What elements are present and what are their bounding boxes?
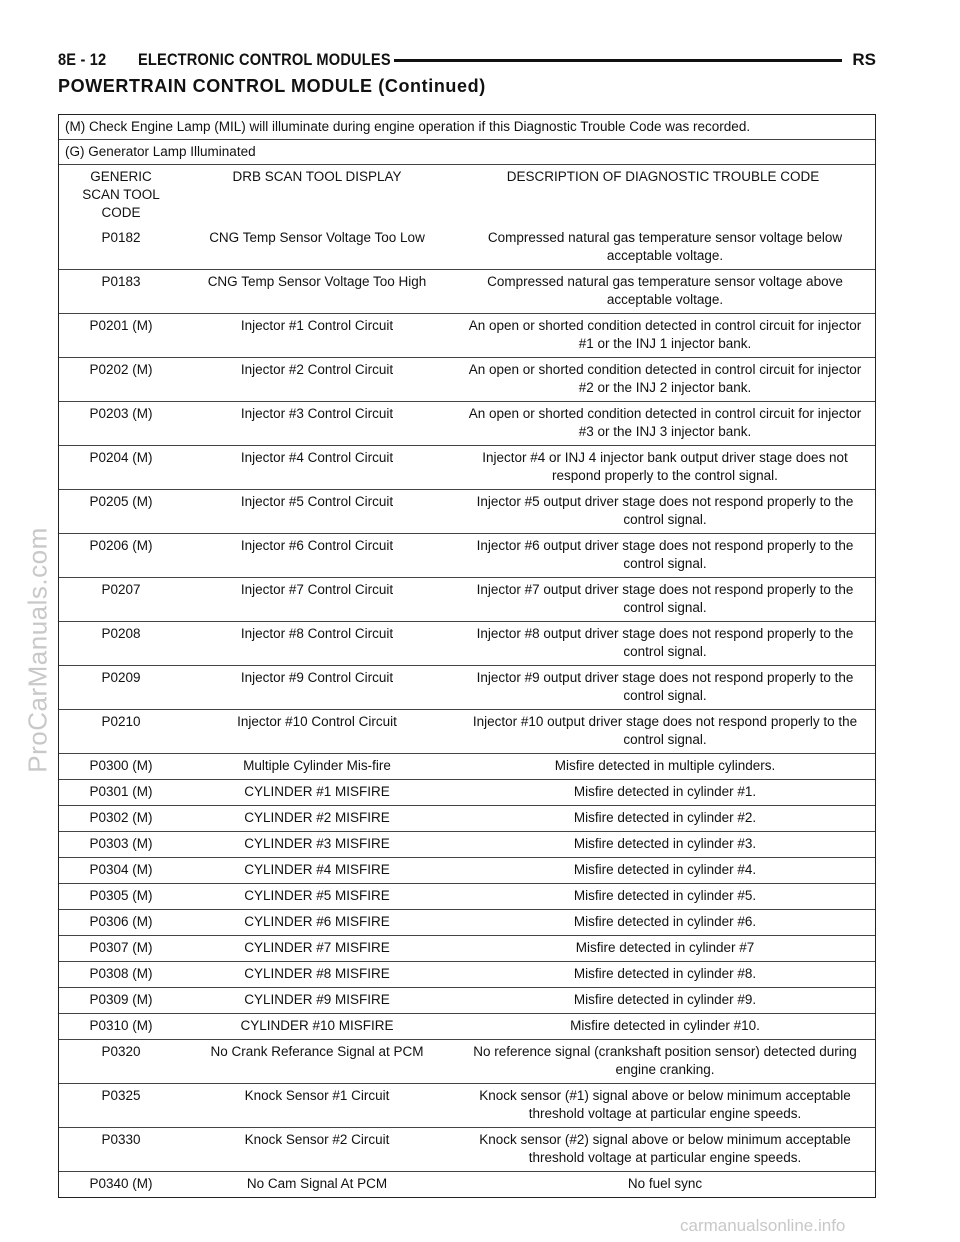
footer-watermark: carmanualsonline.info (680, 1216, 846, 1235)
code-cell: P0300 (M) (89, 758, 153, 773)
display-cell: CYLINDER #3 MISFIRE (244, 836, 390, 851)
description-cell: Injector #5 output driver stage does not respond properly to the control signal. (476, 494, 854, 527)
table-row (59, 357, 875, 401)
table-header-row (59, 164, 875, 226)
description-cell: Injector #4 or INJ 4 injector bank output driver stage does not respond properly to the control signal. (482, 450, 848, 483)
table-row (59, 665, 875, 709)
display-cell: CYLINDER #9 MISFIRE (244, 992, 390, 1007)
code-cell: P0203 (M) (89, 406, 153, 421)
table-row (59, 313, 875, 357)
description-cell: Misfire detected in cylinder #6. (573, 914, 757, 929)
table-row (59, 401, 875, 445)
side-watermark-text: ProCarManuals.com (22, 527, 53, 773)
description-cell: Injector #9 output driver stage does not respond properly to the control signal. (476, 670, 854, 703)
display-cell: No Cam Signal At PCM (246, 1176, 388, 1191)
code-cell: P0330 (101, 1132, 141, 1147)
description-cell: Knock sensor (#2) signal above or below minimum acceptable threshold voltage at particular engine speeds. (479, 1132, 851, 1165)
display-cell: Injector #8 Control Circuit (240, 626, 394, 641)
description-cell: Misfire detected in multiple cylinders. (554, 758, 776, 773)
display-cell: CYLINDER #1 MISFIRE (244, 784, 390, 799)
code-cell: P0309 (M) (89, 992, 153, 1007)
display-cell: Injector #1 Control Circuit (240, 318, 394, 333)
code-cell: P0182 (101, 230, 141, 245)
description-cell: No fuel sync (627, 1176, 703, 1191)
description-cell: Misfire detected in cylinder #2. (573, 810, 757, 825)
table-row (59, 269, 875, 313)
code-cell: P0302 (M) (89, 810, 153, 825)
display-cell: Injector #7 Control Circuit (240, 582, 394, 597)
description-cell: Misfire detected in cylinder #10. (570, 1018, 760, 1033)
section-title: POWERTRAIN CONTROL MODULE (Continued) (58, 76, 486, 96)
display-cell: Injector #5 Control Circuit (240, 494, 394, 509)
column-header-description: DESCRIPTION OF DIAGNOSTIC TROUBLE CODE (506, 169, 820, 184)
code-cell: P0340 (M) (89, 1176, 153, 1191)
code-cell: P0306 (M) (89, 914, 153, 929)
description-cell: An open or shorted condition detected in control circuit for injector #2 or the INJ 2 injector bank. (468, 362, 862, 395)
display-cell: Injector #3 Control Circuit (240, 406, 394, 421)
display-cell: CNG Temp Sensor Voltage Too Low (209, 230, 425, 245)
description-cell: Compressed natural gas temperature sensor voltage above acceptable voltage. (487, 274, 843, 307)
column-header-code: GENERIC SCAN TOOL CODE (82, 169, 160, 220)
code-cell: P0304 (M) (89, 862, 153, 877)
code-cell: P0207 (101, 582, 141, 597)
chapter-title: ELECTRONIC CONTROL MODULES (138, 50, 391, 69)
table-row (59, 831, 875, 857)
display-cell: CYLINDER #7 MISFIRE (244, 940, 390, 955)
side-watermark (18, 420, 58, 880)
description-cell: Injector #7 output driver stage does not respond properly to the control signal. (476, 582, 854, 615)
table-row (59, 1083, 875, 1127)
description-cell: Knock sensor (#1) signal above or below minimum acceptable threshold voltage at particular engine speeds. (479, 1088, 851, 1121)
table-row (59, 489, 875, 533)
display-cell: CYLINDER #2 MISFIRE (244, 810, 390, 825)
code-cell: P0320 (101, 1044, 141, 1059)
code-cell: P0310 (M) (89, 1018, 153, 1033)
dtc-table (58, 114, 876, 1198)
code-cell: P0201 (M) (89, 318, 153, 333)
code-cell: P0183 (101, 274, 141, 289)
table-note-generator: (G) Generator Lamp Illuminated (59, 139, 875, 164)
display-cell: Knock Sensor #2 Circuit (244, 1132, 390, 1147)
code-cell: P0206 (M) (89, 538, 153, 553)
display-cell: Injector #10 Control Circuit (237, 714, 397, 729)
header-rule (394, 59, 842, 62)
code-cell: P0303 (M) (89, 836, 153, 851)
table-body (59, 226, 875, 1197)
code-cell: P0202 (M) (89, 362, 153, 377)
code-cell: P0210 (101, 714, 141, 729)
code-cell: P0305 (M) (89, 888, 153, 903)
page-number: 8E - 12 (58, 50, 107, 69)
description-cell: Misfire detected in cylinder #7 (575, 940, 755, 955)
table-row (59, 805, 875, 831)
display-cell: CYLINDER #10 MISFIRE (240, 1018, 394, 1033)
code-cell: P0307 (M) (89, 940, 153, 955)
table-row (59, 987, 875, 1013)
code-cell: P0325 (101, 1088, 141, 1103)
description-cell: An open or shorted condition detected in control circuit for injector #3 or the INJ 3 injector bank. (468, 406, 862, 439)
description-cell: Injector #6 output driver stage does not respond properly to the control signal. (476, 538, 854, 571)
table-row (59, 709, 875, 753)
table-row (59, 1171, 875, 1197)
table-row (59, 753, 875, 779)
code-cell: P0204 (M) (89, 450, 153, 465)
display-cell: CYLINDER #4 MISFIRE (244, 862, 390, 877)
description-cell: Misfire detected in cylinder #5. (573, 888, 757, 903)
description-cell: Injector #8 output driver stage does not respond properly to the control signal. (476, 626, 854, 659)
table-row (59, 779, 875, 805)
table-row (59, 1039, 875, 1083)
description-cell: Injector #10 output driver stage does not respond properly to the control signal. (472, 714, 858, 747)
display-cell: CYLINDER #8 MISFIRE (244, 966, 390, 981)
table-row (59, 226, 875, 269)
description-cell: Misfire detected in cylinder #4. (573, 862, 757, 877)
table-row (59, 961, 875, 987)
display-cell: CNG Temp Sensor Voltage Too High (207, 274, 427, 289)
table-row (59, 1127, 875, 1171)
table-row (59, 1013, 875, 1039)
display-cell: No Crank Referance Signal at PCM (210, 1044, 424, 1059)
table-row (59, 445, 875, 489)
model-code: RS (852, 50, 876, 69)
page-header (58, 48, 876, 72)
code-cell: P0205 (M) (89, 494, 153, 509)
display-cell: Multiple Cylinder Mis-fire (243, 758, 391, 773)
display-cell: Injector #9 Control Circuit (240, 670, 394, 685)
description-cell: Compressed natural gas temperature sensor voltage below acceptable voltage. (487, 230, 843, 263)
display-cell: CYLINDER #6 MISFIRE (244, 914, 390, 929)
description-cell: No reference signal (crankshaft position sensor) detected during engine cranking. (473, 1044, 857, 1077)
display-cell: Injector #6 Control Circuit (240, 538, 394, 553)
table-row (59, 883, 875, 909)
description-cell: Misfire detected in cylinder #3. (573, 836, 757, 851)
display-cell: Injector #2 Control Circuit (240, 362, 394, 377)
table-row (59, 533, 875, 577)
display-cell: Injector #4 Control Circuit (240, 450, 394, 465)
code-cell: P0208 (101, 626, 141, 641)
code-cell: P0308 (M) (89, 966, 153, 981)
description-cell: Misfire detected in cylinder #8. (573, 966, 757, 981)
code-cell: P0209 (101, 670, 141, 685)
table-row (59, 577, 875, 621)
display-cell: CYLINDER #5 MISFIRE (244, 888, 390, 903)
table-row (59, 621, 875, 665)
display-cell: Knock Sensor #1 Circuit (244, 1088, 390, 1103)
table-note-mil: (M) Check Engine Lamp (MIL) will illuminate during engine operation if this Diagnostic Trouble Code was recorded. (65, 119, 751, 134)
code-cell: P0301 (M) (89, 784, 153, 799)
table-row (59, 857, 875, 883)
description-cell: Misfire detected in cylinder #9. (573, 992, 757, 1007)
table-row (59, 909, 875, 935)
description-cell: Misfire detected in cylinder #1. (573, 784, 757, 799)
table-row (59, 935, 875, 961)
column-header-display: DRB SCAN TOOL DISPLAY (232, 169, 402, 184)
description-cell: An open or shorted condition detected in control circuit for injector #1 or the INJ 1 injector bank. (468, 318, 862, 351)
